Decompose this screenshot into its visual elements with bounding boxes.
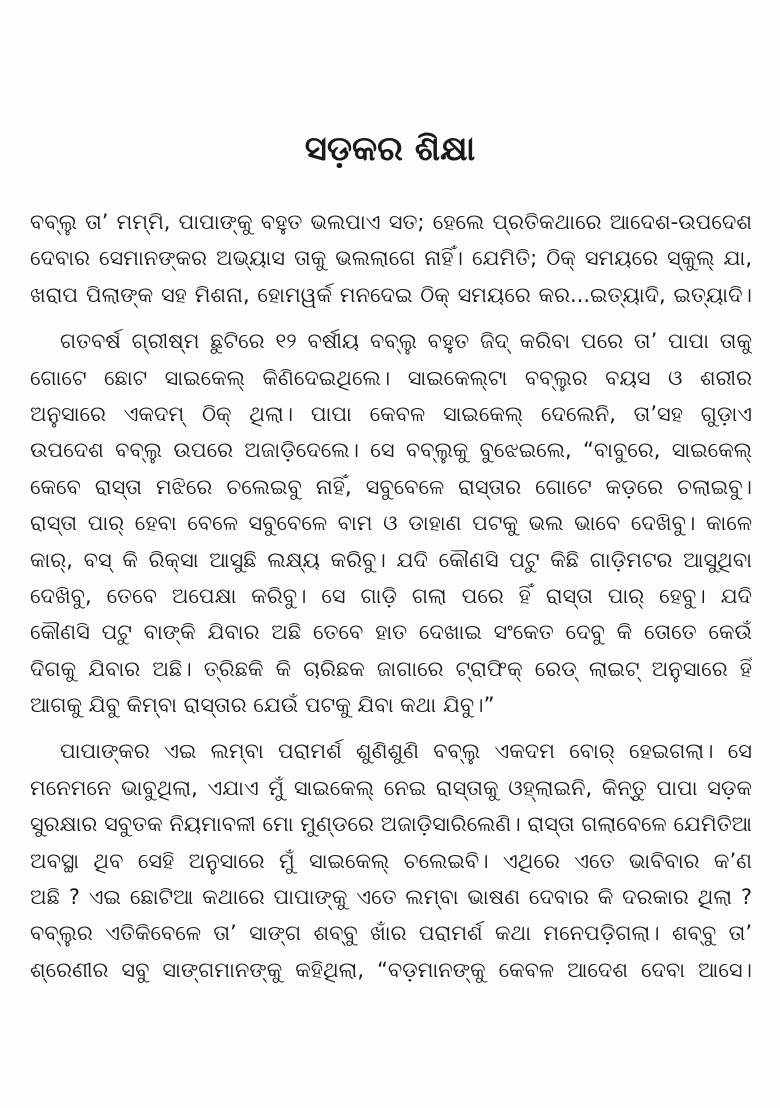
- text-line: ଦେଖିବୁ, ତେବେ ଅପେକ୍ଷା କରିବୁ। ସେ ଗାଡ଼ି ଗଲା ପରେ ହିଁ ରାସ୍ତା ପାର୍ ହେବୁ। ଯଦି: [30, 583, 752, 608]
- text-line: ଦେବାର ସେମାନଙ୍କର ଅଭ୍ୟାସ ତାକୁ ଭଲଲାଗେ ନାହିଁ। ଯେମିତି; ଠିକ୍ ସମୟରେ ସ୍କୁଲ୍ ଯା,: [30, 246, 752, 271]
- paragraph-2: [30, 323, 752, 723]
- text-line: ଗୋଟେ ଛୋଟ ସାଇକେଲ୍ କିଣିଦେଇଥିଲେ। ସାଇକେଲ୍‌ଟା ବବ୍ଲୁର ବୟସ ଓ ଶରୀର: [30, 365, 752, 390]
- text-line: ଅଛି ? ଏଇ ଛୋଟିଆ କଥାରେ ପାପାଙ୍କୁ ଏତେ ଲମ୍ବା ଭାଷଣ ଦେବାର କି ଦରକାର ଥିଲା ?: [30, 885, 752, 910]
- story-body: [30, 204, 752, 998]
- text-line: ମନେମନେ ଭାବୁଥିଲା, ଏଯାଏ ମୁଁ ସାଇକେଲ୍ ନେଇ ରାସ୍ତାକୁ ଓହ୍ଲାଇନି, କିନ୍ତୁ ପାପା ସଡ଼କ: [30, 775, 752, 800]
- text-line: କାର୍, ବସ୍ କି ରିକ୍ସା ଆସୁଛି ଲକ୍ଷ୍ୟ କରିବୁ। ଯଦି କୌଣସି ପଟୁ କିଛି ଗାଡ଼ିମଟର ଆସୁଥିବା: [30, 547, 752, 572]
- text-line: ଆଗକୁ ଯିବୁ କିମ୍ବା ରାସ୍ତାର ଯେଉଁ ପଟକୁ ଯିବା କଥା ଯିବୁ।”: [30, 693, 495, 718]
- text-line: ବବ୍ଲୁର ଏତିକିବେଳେ ତା’ ସାଙ୍ଗ ଶବ୍ବୁ ଖାଁର ପରାମର୍ଶ କଥା ମନେପଡ଼ିଗଲା। ଶବ୍ବୁ ତା’: [30, 921, 752, 946]
- text-line: ଦିଗକୁ ଯିବାର ଅଛି। ତ୍ରିଛକି କି ଚାରିଛକ ଜାଗାରେ ଟ୍ରାଫିକ୍ ରେଡ୍ ଲାଇଟ୍ ଅନୁସାରେ ହିଁ: [30, 656, 752, 681]
- page-title: ସଡ଼କର ଶିକ୍ଷା: [304, 128, 476, 169]
- text-line: ଅବସ୍ଥା ଥିବ ସେହି ଅନୁସାରେ ମୁଁ ସାଇକେଲ୍ ଚଲେଇବି। ଏଥିରେ ଏତେ ଭାବିବାର କ’ଣ: [30, 848, 752, 873]
- text-line: ରାସ୍ତା ପାର୍ ହେବା ବେଳେ ସବୁବେଳେ ବାମ ଓ ଡାହାଣ ପଟକୁ ଭଲ ଭାବେ ଦେଖିବୁ। କାଳେ: [30, 511, 752, 536]
- text-line: ଉପଦେଶ ବବ୍ଲୁ ଉପରେ ଅଜାଡ଼ିଦେଲେ। ସେ ବବ୍ଲୁକୁ ବୁଝେଇଲେ, “ବାବୁରେ, ସାଇକେଲ୍: [30, 438, 752, 463]
- text-line: ବବ୍ଲୁ ତା’ ମମ୍ମି, ପାପାଙ୍କୁ ବହୁତ ଭଲପାଏ ସତ; ହେଲେ ପ୍ରତିକଥାରେ ଆଦେଶ-ଉପଦେଶ: [30, 210, 752, 234]
- paragraph-3: [30, 733, 752, 988]
- text-line: ସୁରକ୍ଷାର ସବୁତକ ନିୟମାବଳୀ ମୋ ମୁଣ୍ଡରେ ଅଜାଡ଼ିସାରିଲେଣି। ରାସ୍ତା ଗଲାବେଳେ ଯେମିତିଆ: [30, 812, 752, 837]
- text-line: କେବେ ରାସ୍ତା ମଝିରେ ଚଲେଇବୁ ନାହିଁ, ସବୁବେଳେ ରାସ୍ତାର ଗୋଟେ କଡ଼ରେ ଚଲାଇବୁ।: [30, 474, 752, 499]
- paragraph-1: [30, 204, 752, 313]
- text-line: ଗତବର୍ଷ ଗ୍ରୀଷ୍ମ ଛୁଟିରେ ୧୨ ବର୍ଷୀୟ ବବ୍ଲୁ ବହୁତ ଜିଦ୍ କରିବା ପରେ ତା’ ପାପା ତାକୁ: [60, 329, 752, 354]
- text-line: ଅନୁସାରେ ଏକଦମ୍ ଠିକ୍ ଥିଲା। ପାପା କେବଳ ସାଇକେଲ୍ ଦେଲେନି, ତା’ସହ ଗୁଡ଼ାଏ: [30, 401, 752, 426]
- text-line: କୌଣସି ପଟୁ ବାଙ୍କି ଯିବାର ଅଛି ତେବେ ହାତ ଦେଖାଇ ସଂକେତ ଦେବୁ କି ତୋତେ କେଉଁ: [30, 620, 752, 645]
- text-line: ଶ୍ରେଣୀର ସବୁ ସାଙ୍ଗମାନଙ୍କୁ କହିଥିଲା, “ବଡ଼ମାନଙ୍କୁ କେବଳ ଆଦେଶ ଦେବା ଆସେ।: [30, 957, 752, 982]
- text-line: ଖରାପ ପିଲାଙ୍କ ସହ ମିଶନା, ହୋମୱର୍କ ମନଦେଇ ଠିକ୍ ସମୟରେ କର...ଇତ୍ୟାଦି, ଇତ୍ୟାଦି।: [30, 282, 752, 307]
- text-line: ପାପାଙ୍କର ଏଇ ଲମ୍ବା ପରାମର୍ଶ ଶୁଣିଶୁଣି ବବ୍ଲୁ ଏକଦମ ବୋର୍ ହେଇଗଲା। ସେ: [60, 739, 752, 764]
